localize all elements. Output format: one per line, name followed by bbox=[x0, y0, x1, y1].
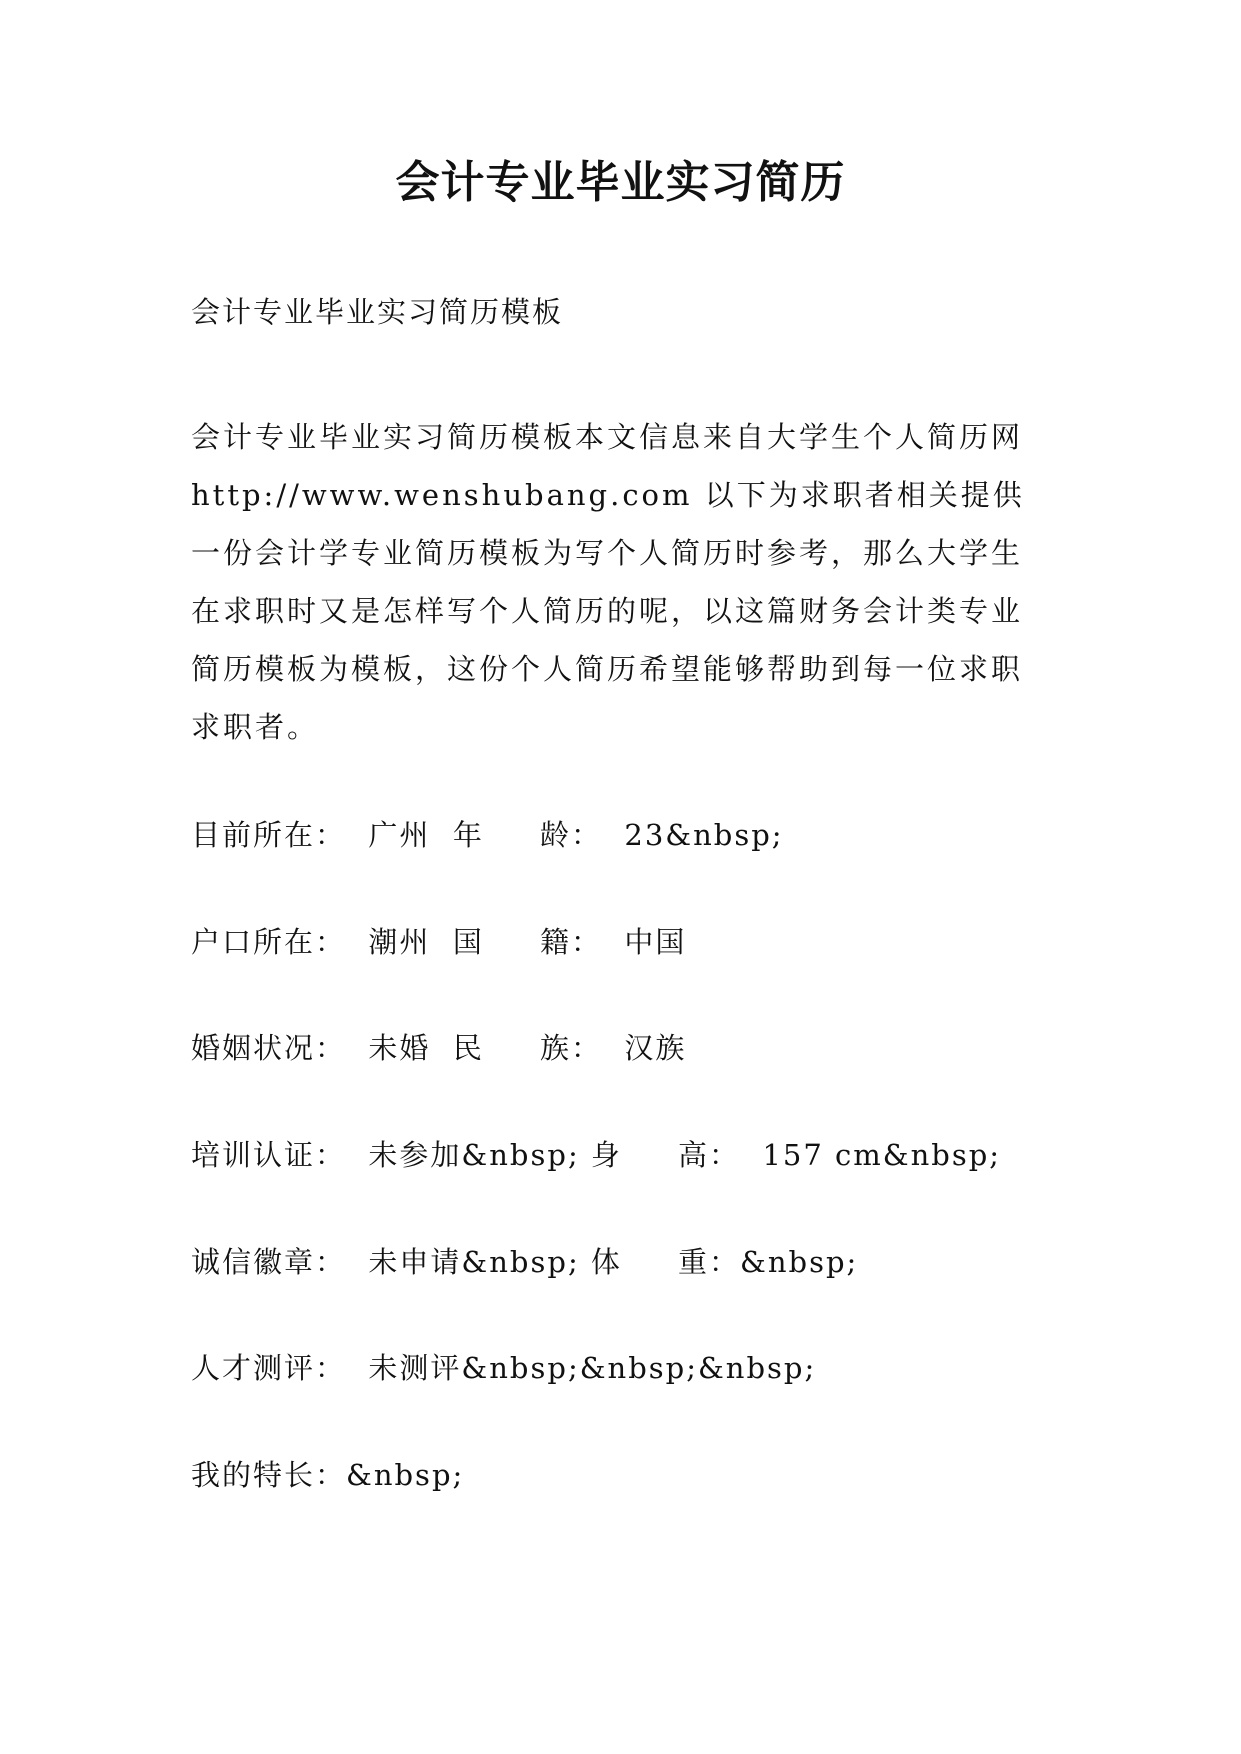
document-title: 会计专业毕业实习简历 bbox=[395, 157, 846, 208]
document-subtitle: 会计专业毕业实习简历模板 bbox=[191, 295, 564, 329]
intro-paragraph: 会计专业毕业实习简历模板本文信息来自大学生个人简历网 http://www.wenshubang.com 以下为求职者相关提供一份会计学专业简历模板为写个人简历时参考，那么大学生在求职时又是怎样写个人简历的呢，以这篇财务会计类专业简历模板为模板，这份个人简历希望能够帮助到每一位求职求职者。 bbox=[191, 420, 1025, 744]
field-specialty: 我的特长：&nbsp; bbox=[191, 1458, 465, 1492]
field-marital-status: 婚姻状况： 未婚 民 族： 汉族 bbox=[191, 1031, 687, 1065]
field-hukou-location: 户口所在： 潮州 国 籍： 中国 bbox=[191, 925, 687, 959]
field-integrity-badge: 诚信徽章： 未申请&nbsp; 体 重：&nbsp; bbox=[191, 1245, 859, 1279]
field-training-certification: 培训认证： 未参加&nbsp; 身 高： 157 cm&nbsp; bbox=[191, 1138, 1002, 1172]
field-talent-assessment: 人才测评： 未测评&nbsp;&nbsp;&nbsp; bbox=[191, 1351, 817, 1385]
field-current-location: 目前所在： 广州 年 龄： 23&nbsp; bbox=[191, 818, 784, 852]
